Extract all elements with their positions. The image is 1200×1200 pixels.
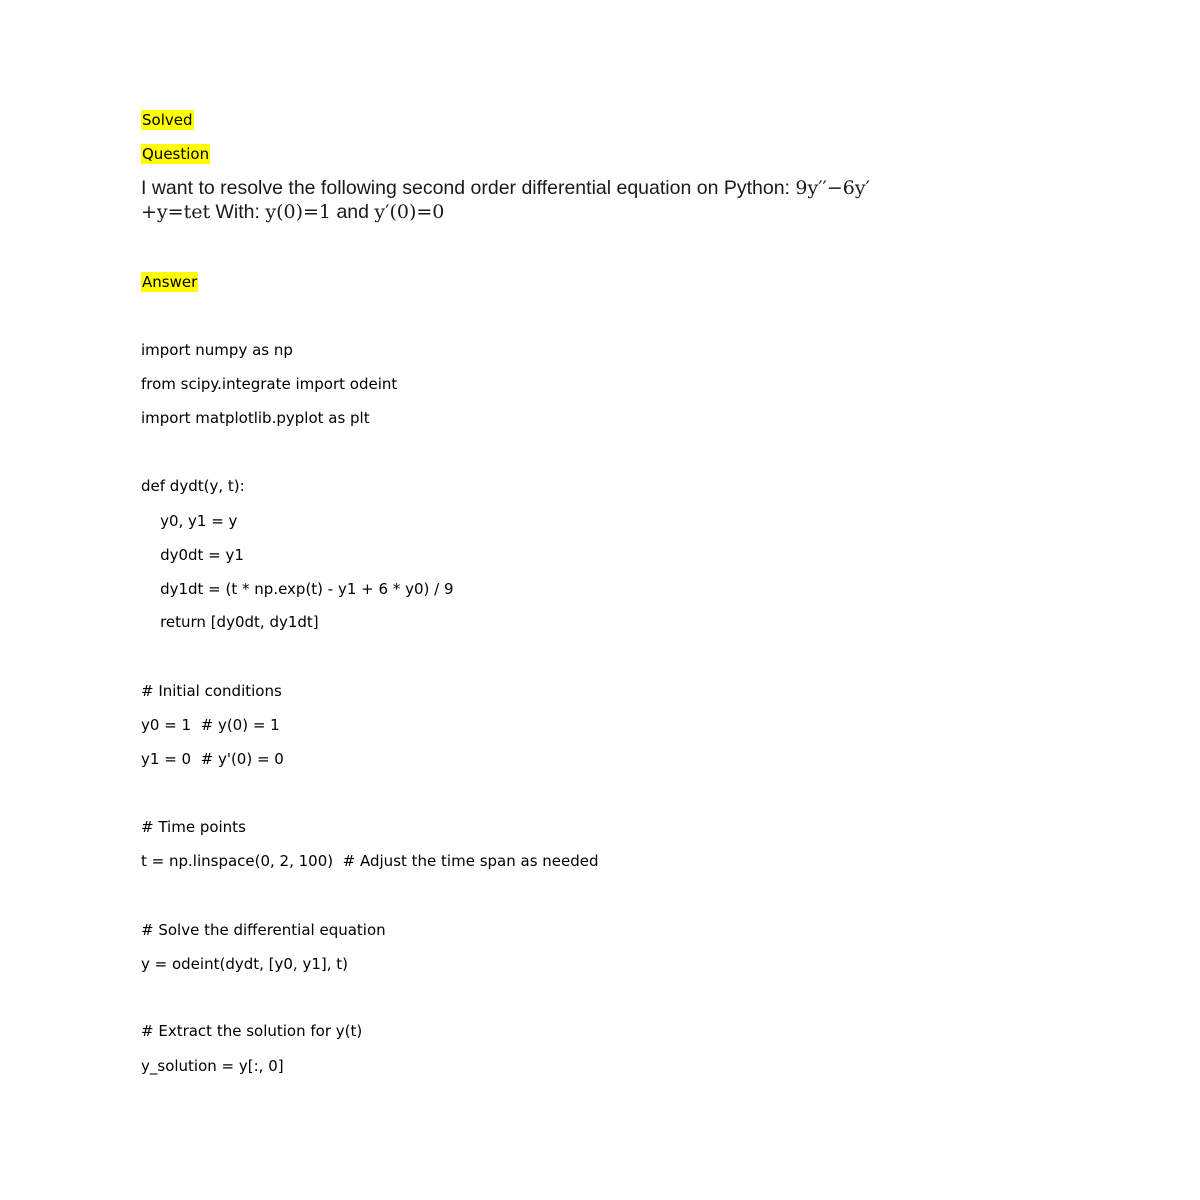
code-line: # Initial conditions xyxy=(141,682,282,700)
code-line: y1 = 0 # y'(0) = 0 xyxy=(141,750,284,768)
code-line: # Solve the differential equation xyxy=(141,921,386,939)
with-label: With: xyxy=(215,201,260,223)
answer-label: Answer xyxy=(142,273,198,291)
code-line: y0 = 1 # y(0) = 1 xyxy=(141,716,280,734)
code-line: import numpy as np xyxy=(141,341,293,359)
code-line: # Extract the solution for y(t) xyxy=(141,1022,363,1040)
code-line: dy0dt = y1 xyxy=(141,546,244,564)
code-line: import matplotlib.pyplot as plt xyxy=(141,409,370,427)
condition-1: y(0)=1 xyxy=(265,201,332,223)
solved-label: Solved xyxy=(142,111,193,129)
code-line: return [dy0dt, dy1dt] xyxy=(141,613,319,631)
code-line: def dydt(y, t): xyxy=(141,477,245,495)
question-intro: I want to resolve the following second order differential equation on Python: xyxy=(141,177,790,199)
code-line: dy1dt = (t * np.exp(t) - y1 + 6 * y0) / 9 xyxy=(141,580,454,598)
code-line: y = odeint(dydt, [y0, y1], t) xyxy=(141,955,349,973)
question-text xyxy=(141,176,1041,224)
condition-2: y′(0)=0 xyxy=(374,201,445,223)
and-label: and xyxy=(336,201,369,223)
code-line: y0, y1 = y xyxy=(141,512,238,530)
code-line: t = np.linspace(0, 2, 100) # Adjust the time span as needed xyxy=(141,852,599,870)
code-line: # Time points xyxy=(141,818,246,836)
equation-part2: +y=tet xyxy=(141,201,211,223)
equation-part1: 9y′′−6y′ xyxy=(795,177,870,199)
code-line: y_solution = y[:, 0] xyxy=(141,1057,284,1075)
question-label: Question xyxy=(142,145,210,163)
code-line: from scipy.integrate import odeint xyxy=(141,375,398,393)
